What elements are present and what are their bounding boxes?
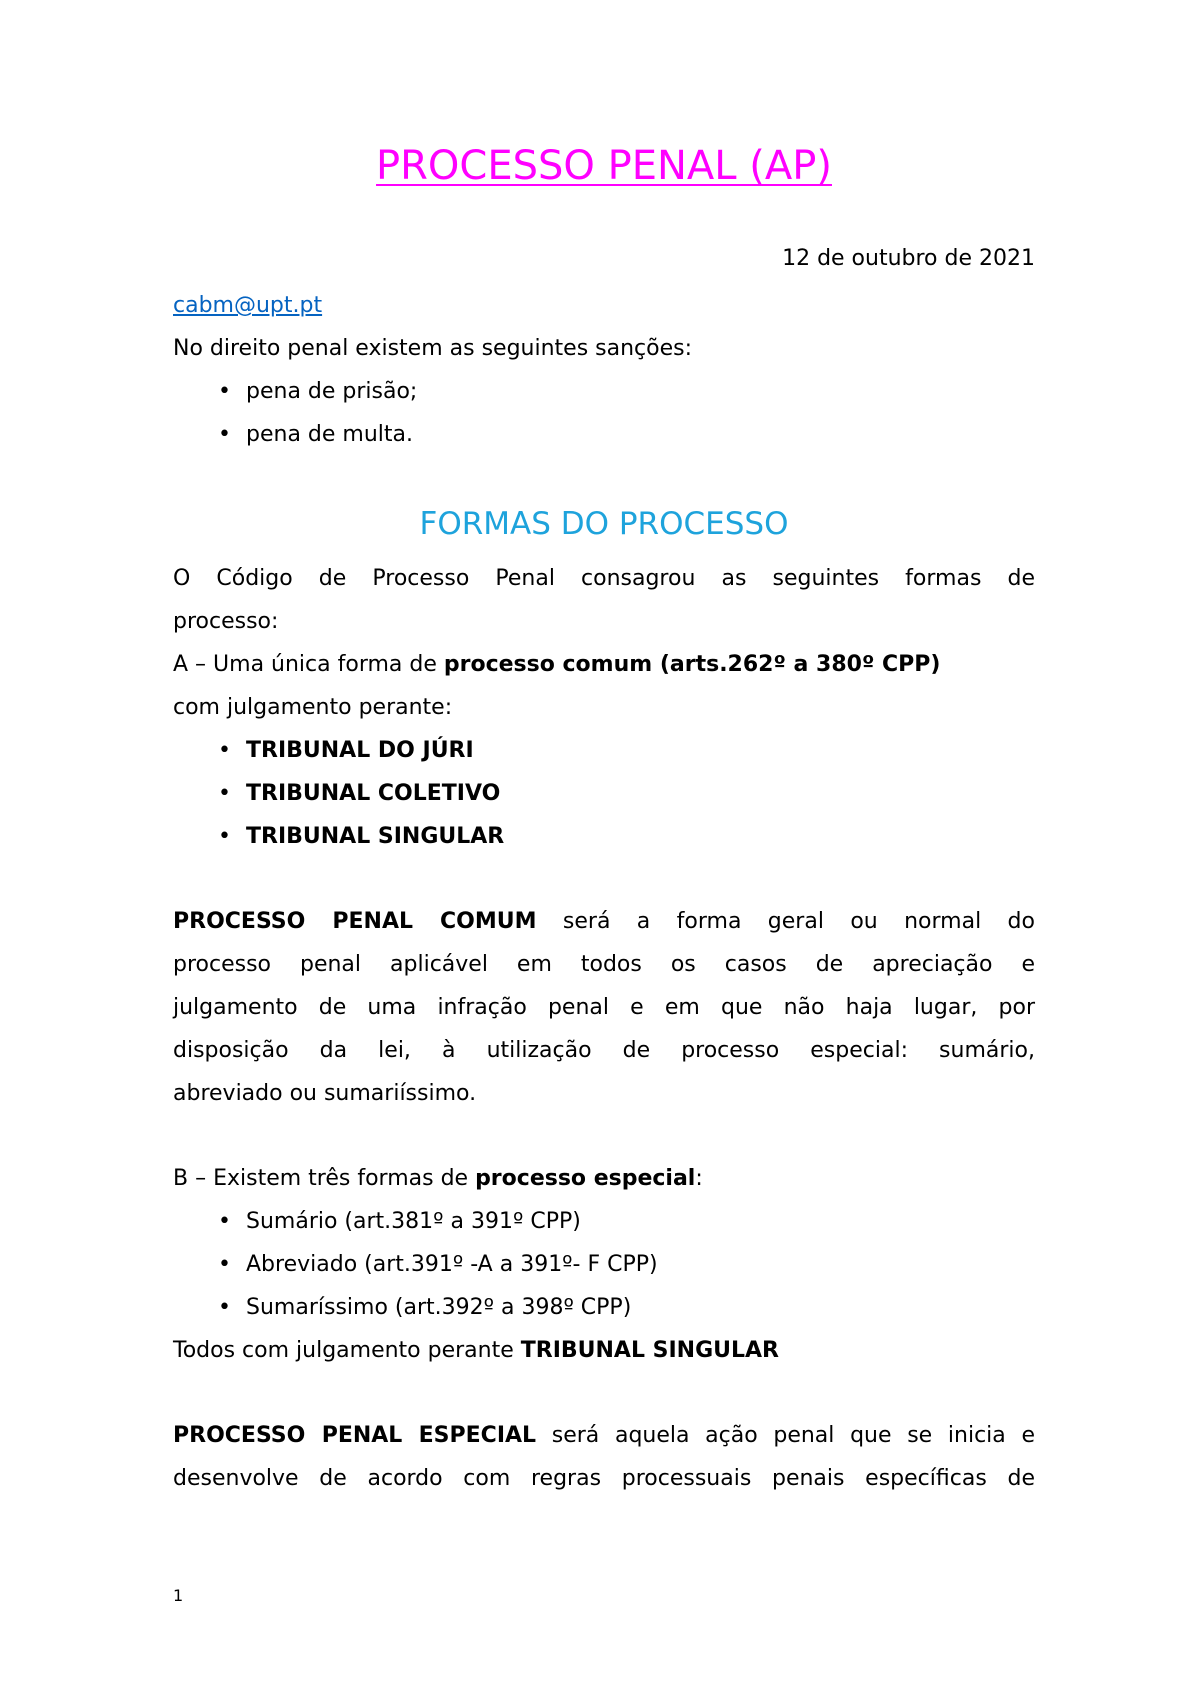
section-heading: FORMAS DO PROCESSO (419, 506, 789, 542)
paragraph-line: O Código de Processo Penal consagrou as seguintes formas de (173, 566, 1035, 591)
form-a-prefix: A – Uma única forma de (173, 652, 444, 677)
document-title: PROCESSO PENAL (AP) (376, 143, 832, 189)
tribunal-item: TRIBUNAL COLETIVO (246, 781, 501, 806)
special-form-item: Sumaríssimo (art.392º a 398º CPP) (246, 1295, 632, 1320)
comum-bold: PROCESSO PENAL COMUM (173, 909, 537, 934)
bullet-icon: • (218, 738, 231, 763)
special-form-item: Abreviado (art.391º -A a 391º- F CPP) (246, 1252, 658, 1277)
comum-line: julgamento de uma infração penal e em que não haja lugar, por (173, 995, 1035, 1020)
form-a-line (173, 650, 1035, 680)
sanction-item: pena de multa. (246, 422, 413, 447)
form-b-prefix: B – Existem três formas de (173, 1166, 476, 1191)
email-link[interactable]: cabm@upt.pt (173, 293, 323, 318)
bullet-icon: • (218, 824, 231, 849)
comum-line (173, 907, 1035, 937)
especial-line (173, 1421, 1035, 1451)
special-form-item: Sumário (art.381º a 391º CPP) (246, 1209, 581, 1234)
todos-line (173, 1336, 1035, 1366)
especial-rest: será aquela ação penal que se inicia e (536, 1423, 1035, 1448)
comum-rest: será a forma geral ou normal do (536, 909, 1035, 934)
intro-text: No direito penal existem as seguintes sanções: (173, 336, 692, 361)
bullet-icon: • (218, 1252, 231, 1277)
tribunal-item: TRIBUNAL DO JÚRI (246, 738, 474, 763)
bullet-icon: • (218, 1209, 231, 1234)
especial-bold: PROCESSO PENAL ESPECIAL (173, 1423, 537, 1448)
comum-line: abreviado ou sumariíssimo. (173, 1081, 477, 1106)
bullet-icon: • (218, 1295, 231, 1320)
todos-prefix: Todos com julgamento perante (173, 1338, 521, 1363)
date-line: 12 de outubro de 2021 (782, 246, 1035, 271)
tribunal-item: TRIBUNAL SINGULAR (246, 824, 505, 849)
bullet-icon: • (218, 422, 231, 447)
form-a-bold: processo comum (arts.262º a 380º CPP) (443, 652, 941, 677)
form-b-bold: processo especial (475, 1166, 696, 1191)
bullet-icon: • (218, 781, 231, 806)
bullet-icon: • (218, 379, 231, 404)
comum-line: disposição da lei, à utilização de processo especial: sumário, (173, 1038, 1035, 1063)
paragraph-line: processo: (173, 609, 279, 634)
comum-line: processo penal aplicável em todos os casos de apreciação e (173, 952, 1035, 977)
todos-bold: TRIBUNAL SINGULAR (520, 1338, 779, 1363)
form-a-line2: com julgamento perante: (173, 695, 453, 720)
page-number: 1 (173, 1586, 184, 1605)
email-line (173, 291, 1035, 321)
form-b-line (173, 1164, 1035, 1194)
form-b-suffix: : (695, 1166, 703, 1191)
sanction-item: pena de prisão; (246, 379, 418, 404)
especial-line: desenvolve de acordo com regras processuais penais específicas de (173, 1466, 1035, 1491)
